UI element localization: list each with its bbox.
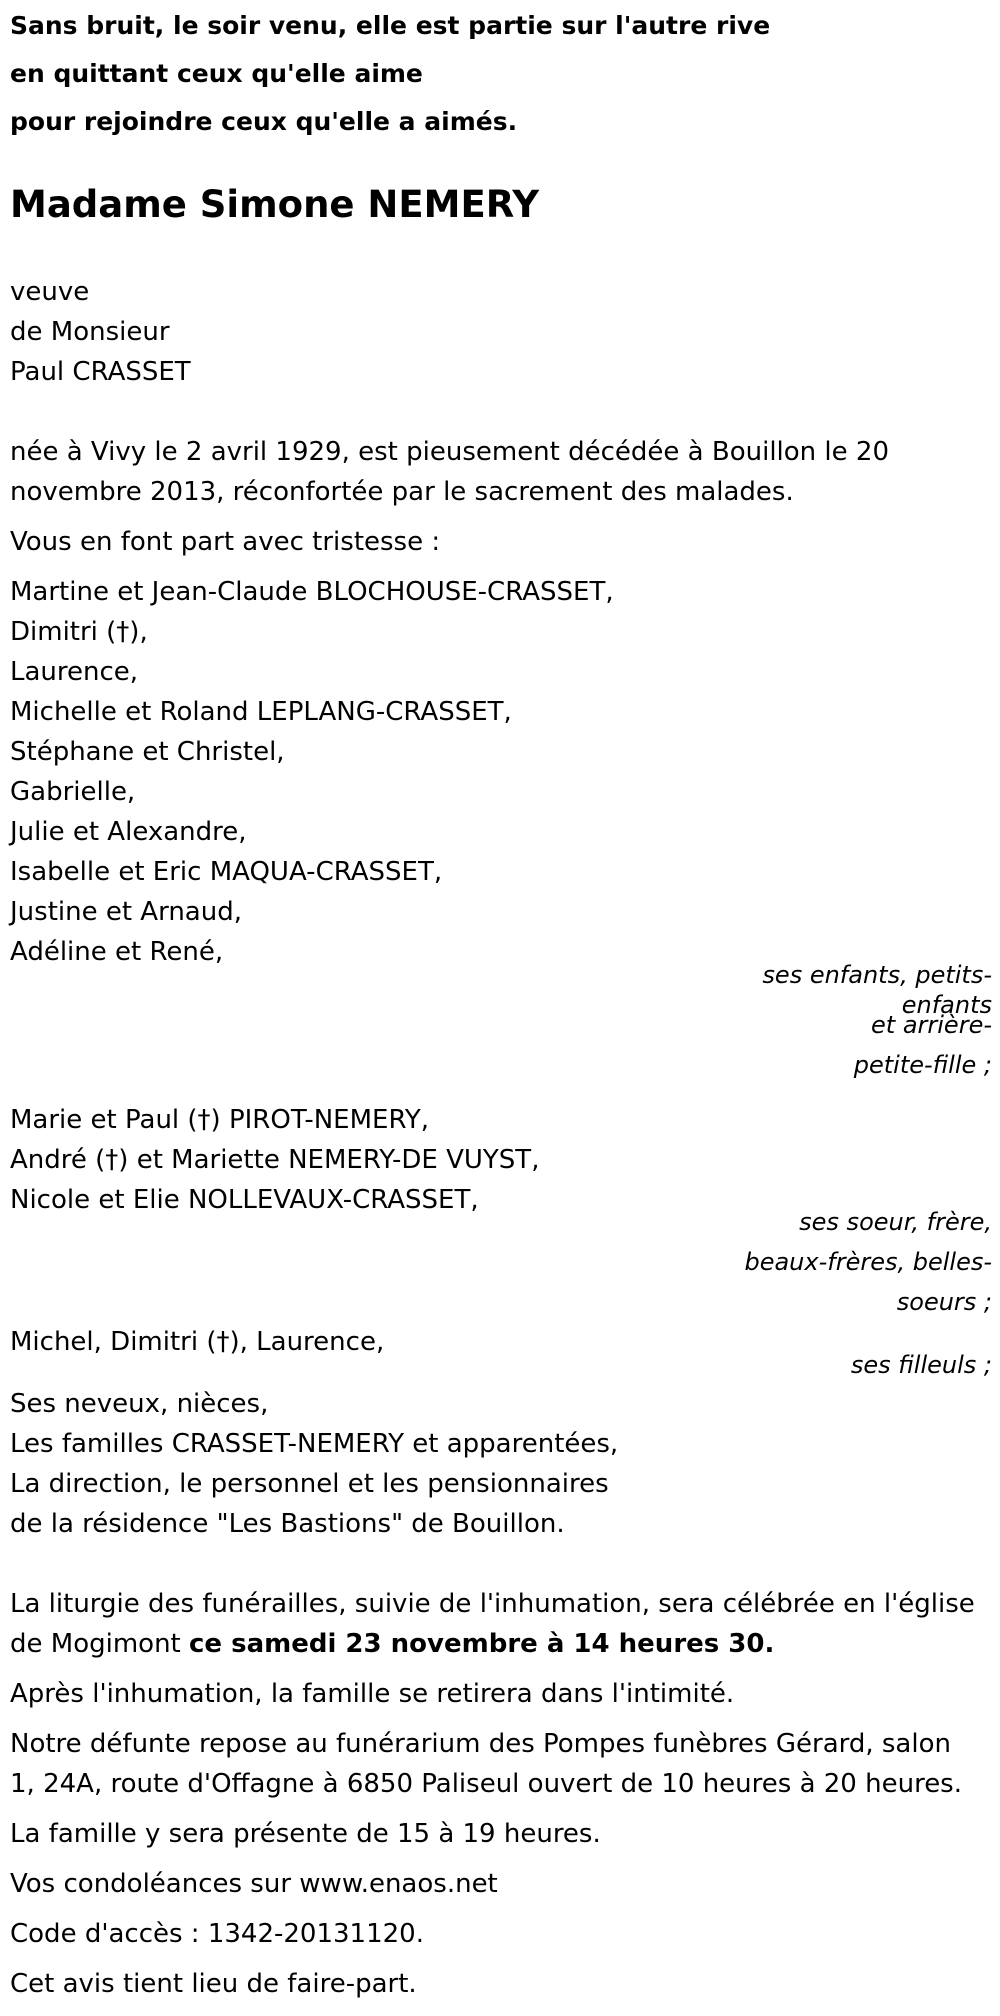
others-line: La direction, le personnel et les pensionnaires bbox=[10, 1469, 609, 1499]
liturgy-place: de Mogimont bbox=[10, 1629, 190, 1659]
child-line: Stéphane et Christel, bbox=[10, 737, 285, 767]
liturgy-date: ce samedi 23 novembre à 14 heures 30. bbox=[189, 1629, 775, 1659]
role-line: ses soeur, frère, bbox=[799, 1208, 992, 1236]
sibling-line: André (†) et Mariette NEMERY-DE VUYST, bbox=[10, 1145, 540, 1175]
role-line: beaux-frères, belles- bbox=[744, 1248, 992, 1276]
liturgy-line-1: La liturgie des funérailles, suivie de l'inhumation, sera célébrée en l'église bbox=[10, 1589, 975, 1619]
others-line: Les familles CRASSET-NEMERY et apparentées, bbox=[10, 1429, 619, 1459]
after-burial: Après l'inhumation, la famille se retirera dans l'intimité. bbox=[10, 1679, 735, 1709]
liturgy-line-2 bbox=[10, 1624, 774, 1664]
child-line: Justine et Arnaud, bbox=[10, 897, 242, 927]
role-line: et arrière- bbox=[871, 1011, 992, 1039]
godchildren-line: Michel, Dimitri (†), Laurence, bbox=[10, 1327, 385, 1357]
epigraph-line-2: en quittant ceux qu'elle aime bbox=[10, 59, 423, 88]
rests-line-1: Notre défunte repose au funérarium des Pompes funèbres Gérard, salon bbox=[10, 1729, 951, 1759]
role-line: soeurs ; bbox=[896, 1288, 992, 1316]
child-line: Dimitri (†), bbox=[10, 617, 148, 647]
epigraph-line-3: pour rejoindre ceux qu'elle a aimés. bbox=[10, 107, 518, 136]
role-line: ses filleuls ; bbox=[850, 1351, 992, 1379]
child-line: Laurence, bbox=[10, 657, 139, 687]
sibling-line: Marie et Paul (†) PIROT-NEMERY, bbox=[10, 1105, 429, 1135]
child-line: Adéline et René, bbox=[10, 937, 224, 967]
deceased-name: Madame Simone NEMERY bbox=[10, 183, 539, 226]
birth-death-line-1: née à Vivy le 2 avril 1929, est pieusement décédée à Bouillon le 20 bbox=[10, 437, 889, 467]
child-line: Michelle et Roland LEPLANG-CRASSET, bbox=[10, 697, 512, 727]
others-line: de la résidence "Les Bastions" de Bouillon. bbox=[10, 1509, 565, 1539]
access-code: Code d'accès : 1342-20131120. bbox=[10, 1919, 424, 1949]
rests-line-2: 1, 24A, route d'Offagne à 6850 Paliseul ouvert de 10 heures à 20 heures. bbox=[10, 1769, 962, 1799]
children-role bbox=[692, 955, 992, 1085]
godchildren-role bbox=[692, 1345, 992, 1385]
epigraph-line-1: Sans bruit, le soir venu, elle est partie sur l'autre rive bbox=[10, 11, 771, 40]
sibling-line: Nicole et Elie NOLLEVAUX-CRASSET, bbox=[10, 1185, 479, 1215]
role-line: petite-fille ; bbox=[853, 1051, 992, 1079]
child-line: Martine et Jean-Claude BLOCHOUSE-CRASSET, bbox=[10, 577, 614, 607]
family-presence: La famille y sera présente de 15 à 19 heures. bbox=[10, 1819, 601, 1849]
spouse-line-1: veuve bbox=[10, 277, 90, 307]
notice: Cet avis tient lieu de faire-part. bbox=[10, 1969, 417, 1999]
role-line: enfants bbox=[901, 991, 992, 1019]
condolences: Vos condoléances sur www.enaos.net bbox=[10, 1869, 498, 1899]
announcement: Vous en font part avec tristesse : bbox=[10, 527, 441, 557]
child-line: Gabrielle, bbox=[10, 777, 136, 807]
siblings-role bbox=[692, 1202, 992, 1322]
spouse-line-2: de Monsieur bbox=[10, 317, 170, 347]
others-line: Ses neveux, nièces, bbox=[10, 1389, 269, 1419]
birth-death-line-2: novembre 2013, réconfortée par le sacrement des malades. bbox=[10, 477, 794, 507]
child-line: Julie et Alexandre, bbox=[10, 817, 247, 847]
child-line: Isabelle et Eric MAQUA-CRASSET, bbox=[10, 857, 443, 887]
spouse-line-3: Paul CRASSET bbox=[10, 357, 191, 387]
role-line: ses enfants, petits- bbox=[762, 961, 992, 989]
